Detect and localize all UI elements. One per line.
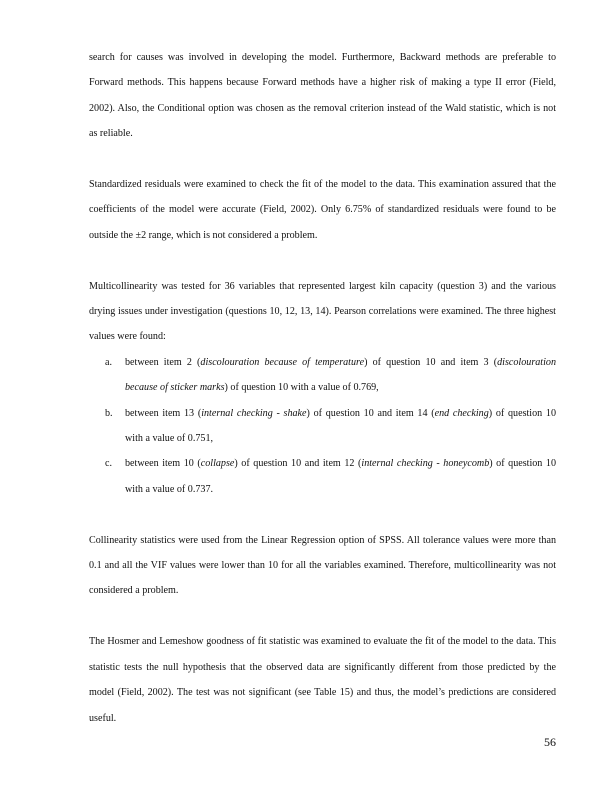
list-italic-text: internal checking - shake [201,407,307,419]
list-text: ) of question 10 with a value of 0.769, [224,382,379,394]
correlation-list [89,350,556,502]
list-italic-text: discolouration because of temperature [200,356,365,368]
list-marker: c. [105,458,113,470]
paragraph-standardized-residuals: Standardized residuals were examined to check the fit of the model to the data. This examination assured that the coefficients of the model were accurate (Field, 2002). Only 6.75% of standardized residuals were found to be outside the ±2 range, which is not considered a problem. [89,179,556,241]
paragraph-method-selection: search for causes was involved in developing the model. Furthermore, Backward methods are preferable to Forward methods. This happens because Forward methods have a higher risk of making a type II error (Field, 2002). Also, the Conditional option was chosen as the removal criterion instead of the Wald statistic, which is not as reliable. [89,52,556,140]
list-item [89,401,556,452]
list-italic-text: internal checking - honeycomb [361,458,490,470]
list-text: ) of question 10 with a value of 0.751, [125,407,557,445]
list-italic-text: collapse [200,458,235,470]
paragraph-collinearity-statistics: Collinearity statistics were used from the Linear Regression option of SPSS. All tolerance values were more than 0.1 and all the VIF values were lower than 10 for all the variables examined. Therefore, multicollinearity was not considered a problem. [89,534,556,597]
list-text: ) of question 10 and item 14 ( [306,407,435,419]
list-text: between item 2 ( [125,356,201,368]
list-item [89,451,556,502]
list-marker: b. [105,407,113,419]
list-text: ) of question 10 with a value of 0.737. [125,458,557,495]
document-page [89,45,556,731]
list-marker: a. [105,356,113,368]
paragraph-multicollinearity: Multicollinearity was tested for 36 variables that represented largest kiln capacity (question 3) and the various drying issues under investigation (questions 10, 12, 13, 14). Pearson correlations were examined. The three highest values were found: [89,280,556,343]
page-number: 56 [544,735,556,749]
list-text: ) of question 10 and item 3 ( [364,356,498,368]
list-text: ) of question 10 and item 12 ( [234,458,362,470]
list-italic-text: end checking [434,407,489,419]
paragraph-hosmer-lemeshow: The Hosmer and Lemeshow goodness of fit statistic was examined to evaluate the fit of the model to the data. This statistic tests the null hypothesis that the observed data are significantly different from those predicted by the model (Field, 2002). The test was not significant (see Table 15) and thus, the model’s predictions are considered useful. [89,636,556,724]
list-text: between item 10 ( [125,458,201,470]
list-item [89,350,556,401]
list-text: between item 13 ( [125,407,202,419]
list-italic-text: discolouration because of sticker marks [125,356,556,394]
